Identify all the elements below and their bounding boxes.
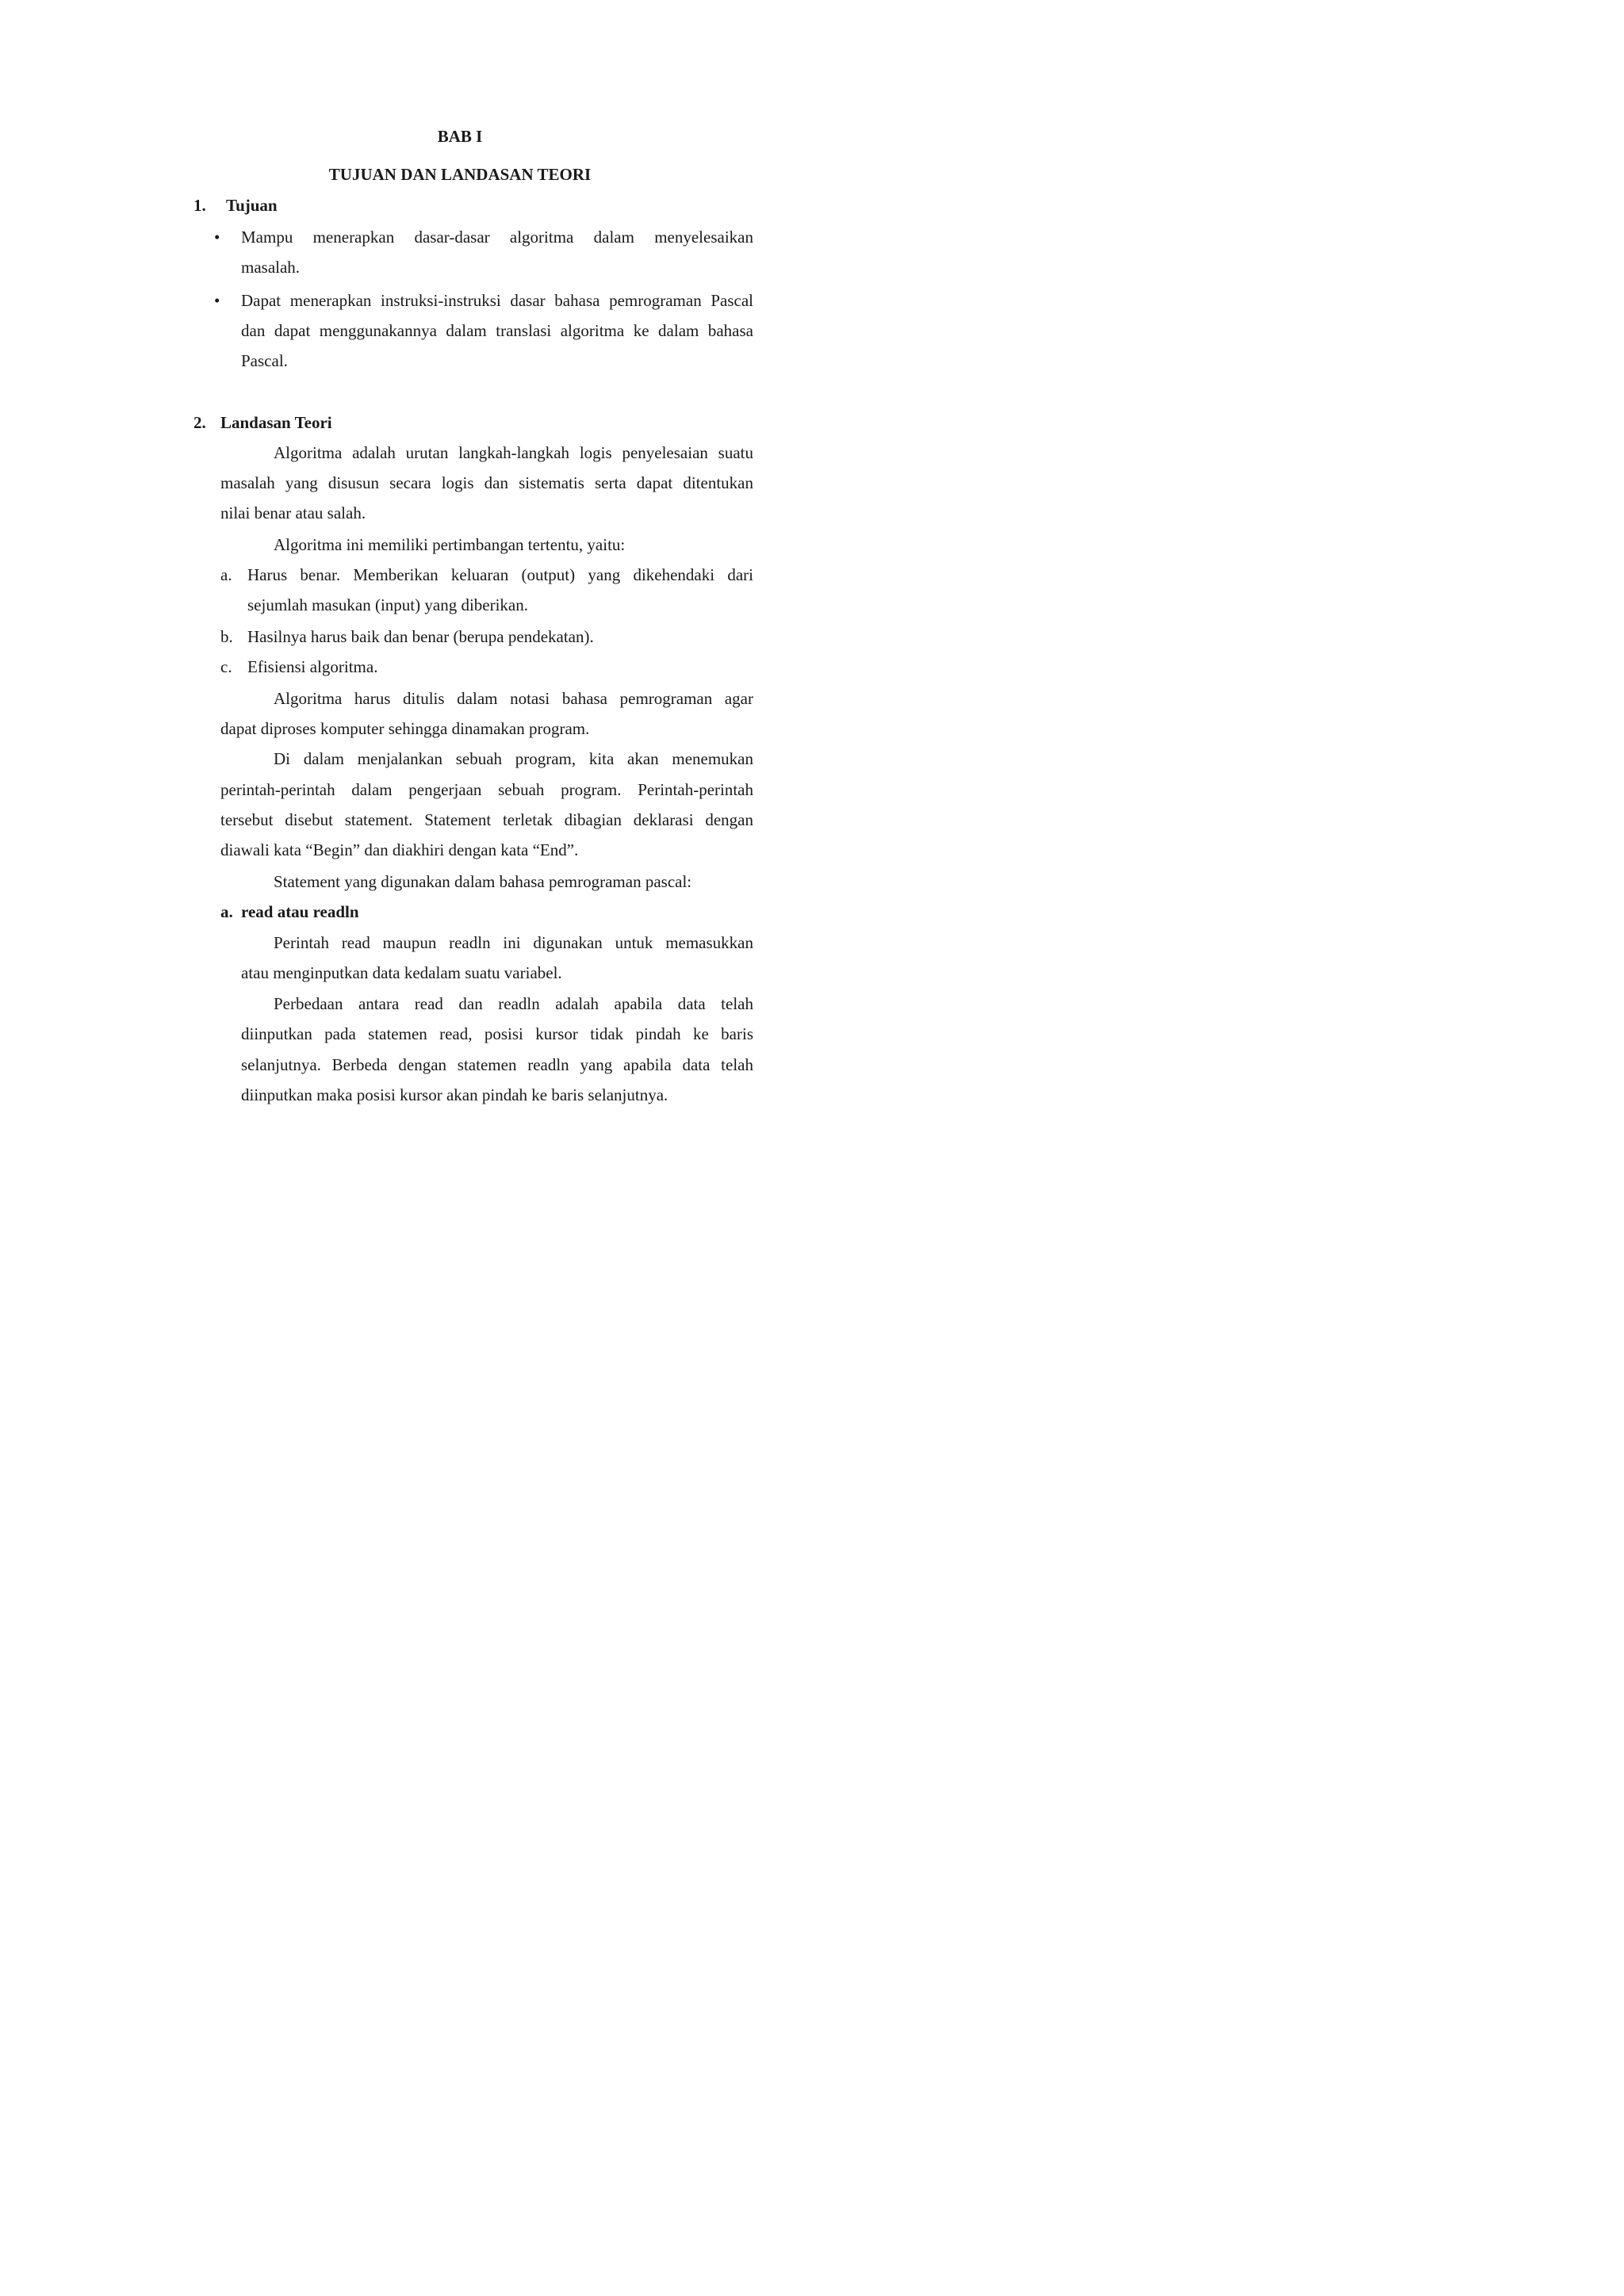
criteria-a-line-2: sejumlah masukan (input) yang diberikan. [247,595,528,614]
para3-line-1: Algoritma harus ditulis dalam notasi bahasa pemrograman agar [274,689,753,708]
section-1-title: Tujuan [226,196,278,215]
criteria-c-line-1: Efisiensi algoritma. [247,657,378,676]
para1-line-2: masalah yang disusun secara logis dan sistematis serta dapat ditentukan [220,473,753,492]
criteria-a-marker: a. [220,565,232,584]
para4-line-3: tersebut disebut statement. Statement terletak dibagian deklarasi dengan [220,810,753,829]
sub-a-para2-line-1: Perbedaan antara read dan readln adalah apabila data telah [274,994,753,1013]
sub-a-para2-line-3: selanjutnya. Berbeda dengan statemen readln yang apabila data telah [241,1055,753,1074]
criteria-b-marker: b. [220,627,233,646]
para4-line-2: perintah-perintah dalam pengerjaan sebuah program. Perintah-perintah [220,780,753,799]
criteria-a-line-1: Harus benar. Memberikan keluaran (output) yang dikehendaki dari [247,565,753,584]
para4-line-1: Di dalam menjalankan sebuah program, kita akan menemukan [274,749,753,768]
bullet-2-line-2: dan dapat menggunakannya dalam translasi algoritma ke dalam bahasa [241,321,753,340]
sub-a-para1-line-1: Perintah read maupun readln ini digunakan untuk memasukkan [274,933,753,952]
sub-a-para2-line-4: diinputkan maka posisi kursor akan pindah ke baris selanjutnya. [241,1085,668,1104]
bullet-1-line-1: Mampu menerapkan dasar-dasar algoritma dalam menyelesaikan [241,228,753,247]
para2: Algoritma ini memiliki pertimbangan tertentu, yaitu: [274,535,626,554]
sub-a-para1-line-2: atau menginputkan data kedalam suatu variabel. [241,963,562,982]
sub-a-para2-line-2: diinputkan pada statemen read, posisi kursor tidak pindah ke baris [241,1024,753,1043]
subsection-a-title: read atau readln [241,902,359,921]
chapter-heading: BAB I [437,127,483,146]
criteria-b-line-1: Hasilnya harus baik dan benar (berupa pendekatan). [247,627,594,646]
document-page [0,0,872,1233]
criteria-c-marker: c. [220,657,232,676]
para3-line-2: dapat diproses komputer sehingga dinamakan program. [220,719,590,738]
bullet-1-line-2: masalah. [241,258,301,277]
bullet-2-line-3: Pascal. [241,351,288,370]
subsection-a-marker: a. [220,902,233,921]
chapter-title: TUJUAN DAN LANDASAN TEORI [328,165,592,184]
para1-line-1: Algoritma adalah urutan langkah-langkah logis penyelesaian suatu [274,443,753,462]
para4-line-4: diawali kata “Begin” dan diakhiri dengan kata “End”. [220,840,579,859]
para5: Statement yang digunakan dalam bahasa pemrograman pascal: [274,872,692,891]
section-2-title: Landasan Teori [220,413,332,432]
para1-line-3: nilai benar atau salah. [220,503,366,522]
section-2-number: 2. [193,413,206,432]
bullet-dot-icon: • [214,228,220,247]
bullet-2-line-1: Dapat menerapkan instruksi-instruksi dasar bahasa pemrograman Pascal [241,291,753,310]
section-1-number: 1. [193,196,206,215]
bullet-dot-icon: • [214,291,220,310]
